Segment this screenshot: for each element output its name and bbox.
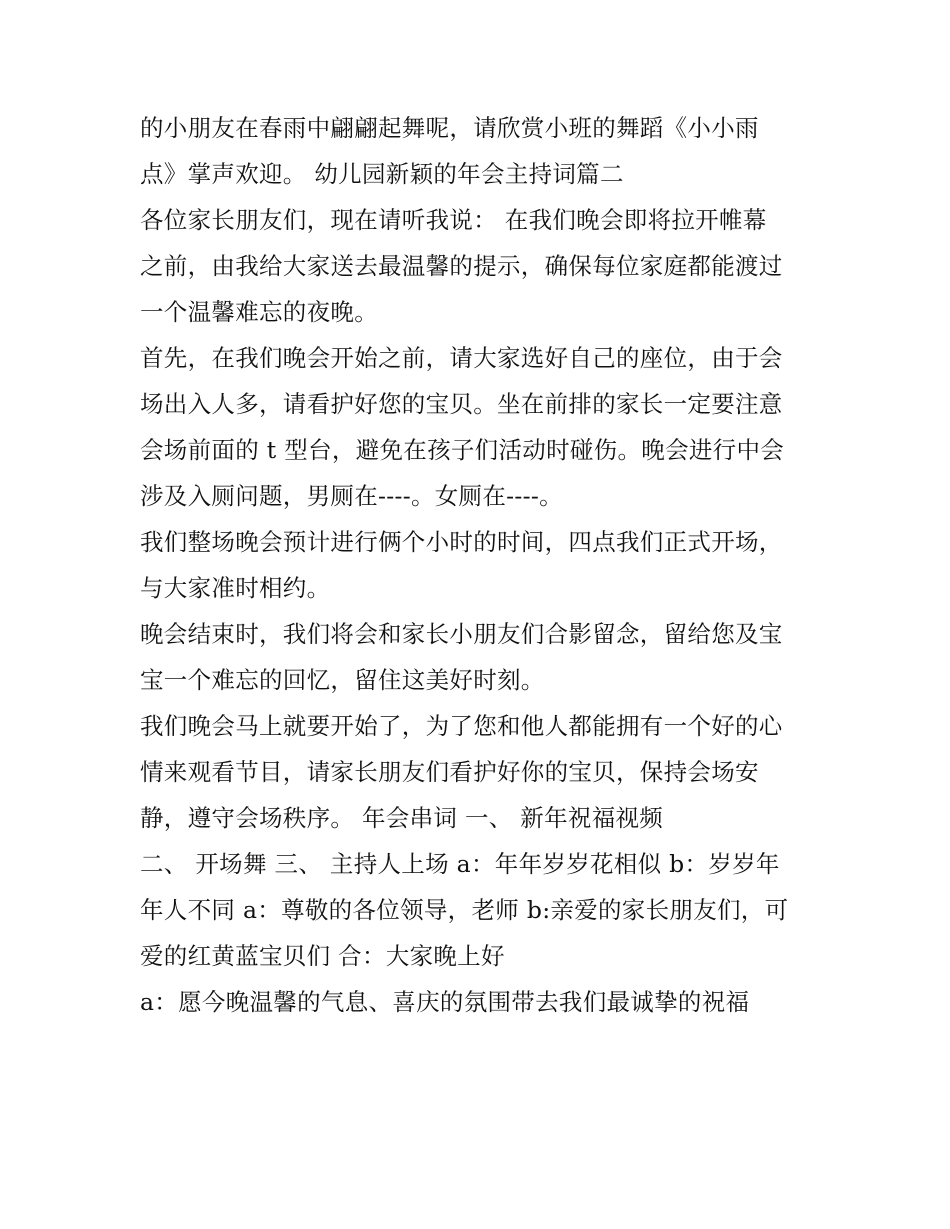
text-line: 场出入人多，请看护好您的宝贝。坐在前排的家长一定要注意 [140,390,783,418]
text-line: 爱的红黄蓝宝贝们 合：大家晚上好 [140,942,505,970]
text-line: 首先，在我们晚会开始之前，请大家选好自己的座位，由于会 [140,344,783,372]
text-line: 涉及入厕问题，男厕在----。女厕在----。 [140,482,563,510]
text-line: 晚会结束时，我们将会和家长小朋友们合影留念，留给您及宝 [140,620,783,648]
text-line: 各位家长朋友们，现在请听我说： 在我们晚会即将拉开帷幕 [140,206,767,234]
text-line: 会场前面的 t 型台，避免在孩子们活动时碰伤。晚会进行中会 [140,436,785,464]
text-line: 年人不同 a：尊敬的各位领导，老师 b:亲爱的家长朋友们，可 [140,896,789,924]
text-line: 点》掌声欢迎。 幼儿园新颖的年会主持词篇二 [140,160,624,188]
text-line: 我们晚会马上就要开始了，为了您和他人都能拥有一个好的心 [140,712,783,740]
text-line: 与大家准时相约。 [140,574,331,602]
text-line: 我们整场晚会预计进行俩个小时的时间，四点我们正式开场， [140,528,783,556]
text-line: 情来观看节目，请家长朋友们看护好你的宝贝，保持会场安 [140,758,759,786]
text-line: 的小朋友在春雨中翩翩起舞呢，请欣赏小班的舞蹈《小小雨 [140,114,759,142]
text-line: 宝一个难忘的回忆，留住这美好时刻。 [140,666,545,694]
document-body [140,105,820,1025]
text-line: 一个温馨难忘的夜晚。 [140,298,378,326]
text-line: 之前，由我给大家送去最温馨的提示，确保每位家庭都能渡过 [140,252,783,280]
text-line: 静，遵守会场秩序。 年会串词 一、 新年祝福视频 [140,804,664,832]
text-line: a：愿今晚温馨的气息、喜庆的氛围带去我们最诚挚的祝福 [140,988,750,1016]
text-line: 二、 开场舞 三、 主持人上场 a：年年岁岁花相似 b：岁岁年 [140,850,780,878]
